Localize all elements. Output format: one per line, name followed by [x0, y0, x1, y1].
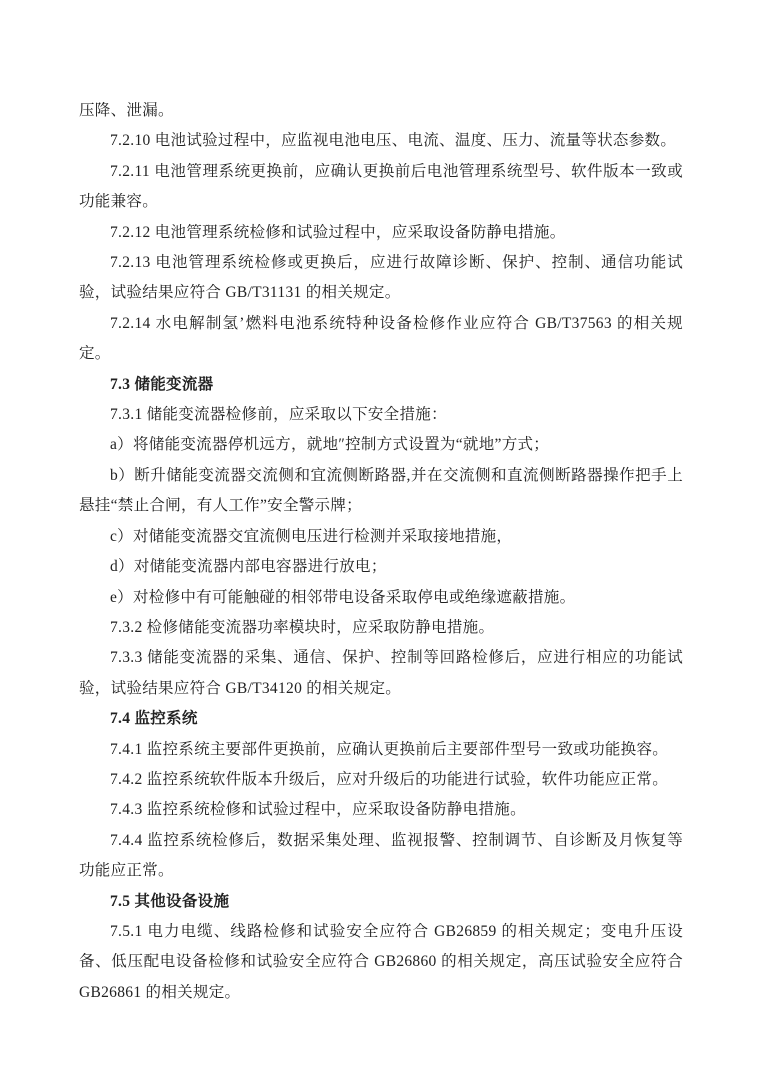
paragraph-7-2-12: 7.2.12 电池管理系统检修和试验过程中，应采取设备防静电措施。: [110, 223, 566, 241]
list-item-e: e）对检修中有可能触碰的相邻带电设备采取停电或绝缘遮蔽措施。: [110, 588, 576, 606]
paragraph-7-3-1: 7.3.1 储能变流器检修前，应采取以下安全措施：: [110, 406, 447, 424]
section-heading-7-5: 7.5 其他设备设施: [110, 892, 230, 910]
paragraph-7-4-1: 7.4.1 监控系统主要部件更换前，应确认更换前后主要部件型号一致或功能换容。: [110, 740, 669, 758]
paragraph-7-4-3: 7.4.3 监控系统检修和试验过程中，应采取设备防静电措施。: [110, 801, 526, 819]
paragraph-7-2-11: 7.2.11 电池管理系统更换前，应确认更换前后电池管理系统型号、软件版本一致或功能兼容。: [79, 162, 683, 211]
paragraph-7-2-13: 7.2.13 电池管理系统检修或更换后，应进行故障诊断、保护、控制、通信功能试验，试验结果应符合 GB/T31131 的相关规定。: [79, 254, 683, 302]
paragraph-7-2-14: 7.2.14 水电解制氢’燃料电池系统特种设备检修作业应符合 GB/T37563 的相关规定。: [79, 314, 683, 363]
paragraph-7-4-4: 7.4.4 监控系统检修后，数据采集处理、监视报警、控制调节、自诊断及月恢复等功能应正常。: [79, 831, 683, 880]
section-heading-7-3: 7.3 储能变流器: [110, 375, 214, 393]
paragraph-7-5-1: 7.5.1 电力电缆、线路检修和试验安全应符合 GB26859 的相关规定；变电升压设备、低压配电设备检修和试验安全应符合 GB26860 的相关规定，高压试验安全应符合 GB26861 的相关规定。: [79, 922, 683, 1001]
list-item-c: c）对储能变流器交宜流侧电压进行检测并采取接地措施，: [110, 527, 513, 545]
paragraph-7-3-3: 7.3.3 储能变流器的采集、通信、保护、控制等回路检修后，应进行相应的功能试验，试验结果应符合 GB/T34120 的相关规定。: [79, 649, 683, 697]
section-heading-7-4: 7.4 监控系统: [110, 710, 198, 728]
list-item-d: d）对储能变流器内部电容器进行放电；: [110, 558, 387, 576]
list-item-b: b）断升储能变流器交流侧和宜流侧断路器,并在交流侧和直流侧断路器操作把手上悬挂“禁止合闸，有人工作”安全警示牌；: [79, 466, 683, 515]
list-item-a: a）将储能变流器停机远方，就地″控制方式设置为“就地”方式；: [110, 436, 550, 454]
paragraph-7-4-2: 7.4.2 监控系统软件版本升级后，应对升级后的功能进行试验，软件功能应正常。: [110, 770, 669, 788]
paragraph-carryover: 压降、泄漏。: [79, 102, 174, 119]
paragraph-7-2-10: 7.2.10 电池试验过程中，应监视电池电压、电流、温度、压力、流量等状态参数。: [110, 132, 677, 150]
paragraph-7-3-2: 7.3.2 检修储能变流器功率模块时，应采取防静电措施。: [110, 618, 495, 636]
